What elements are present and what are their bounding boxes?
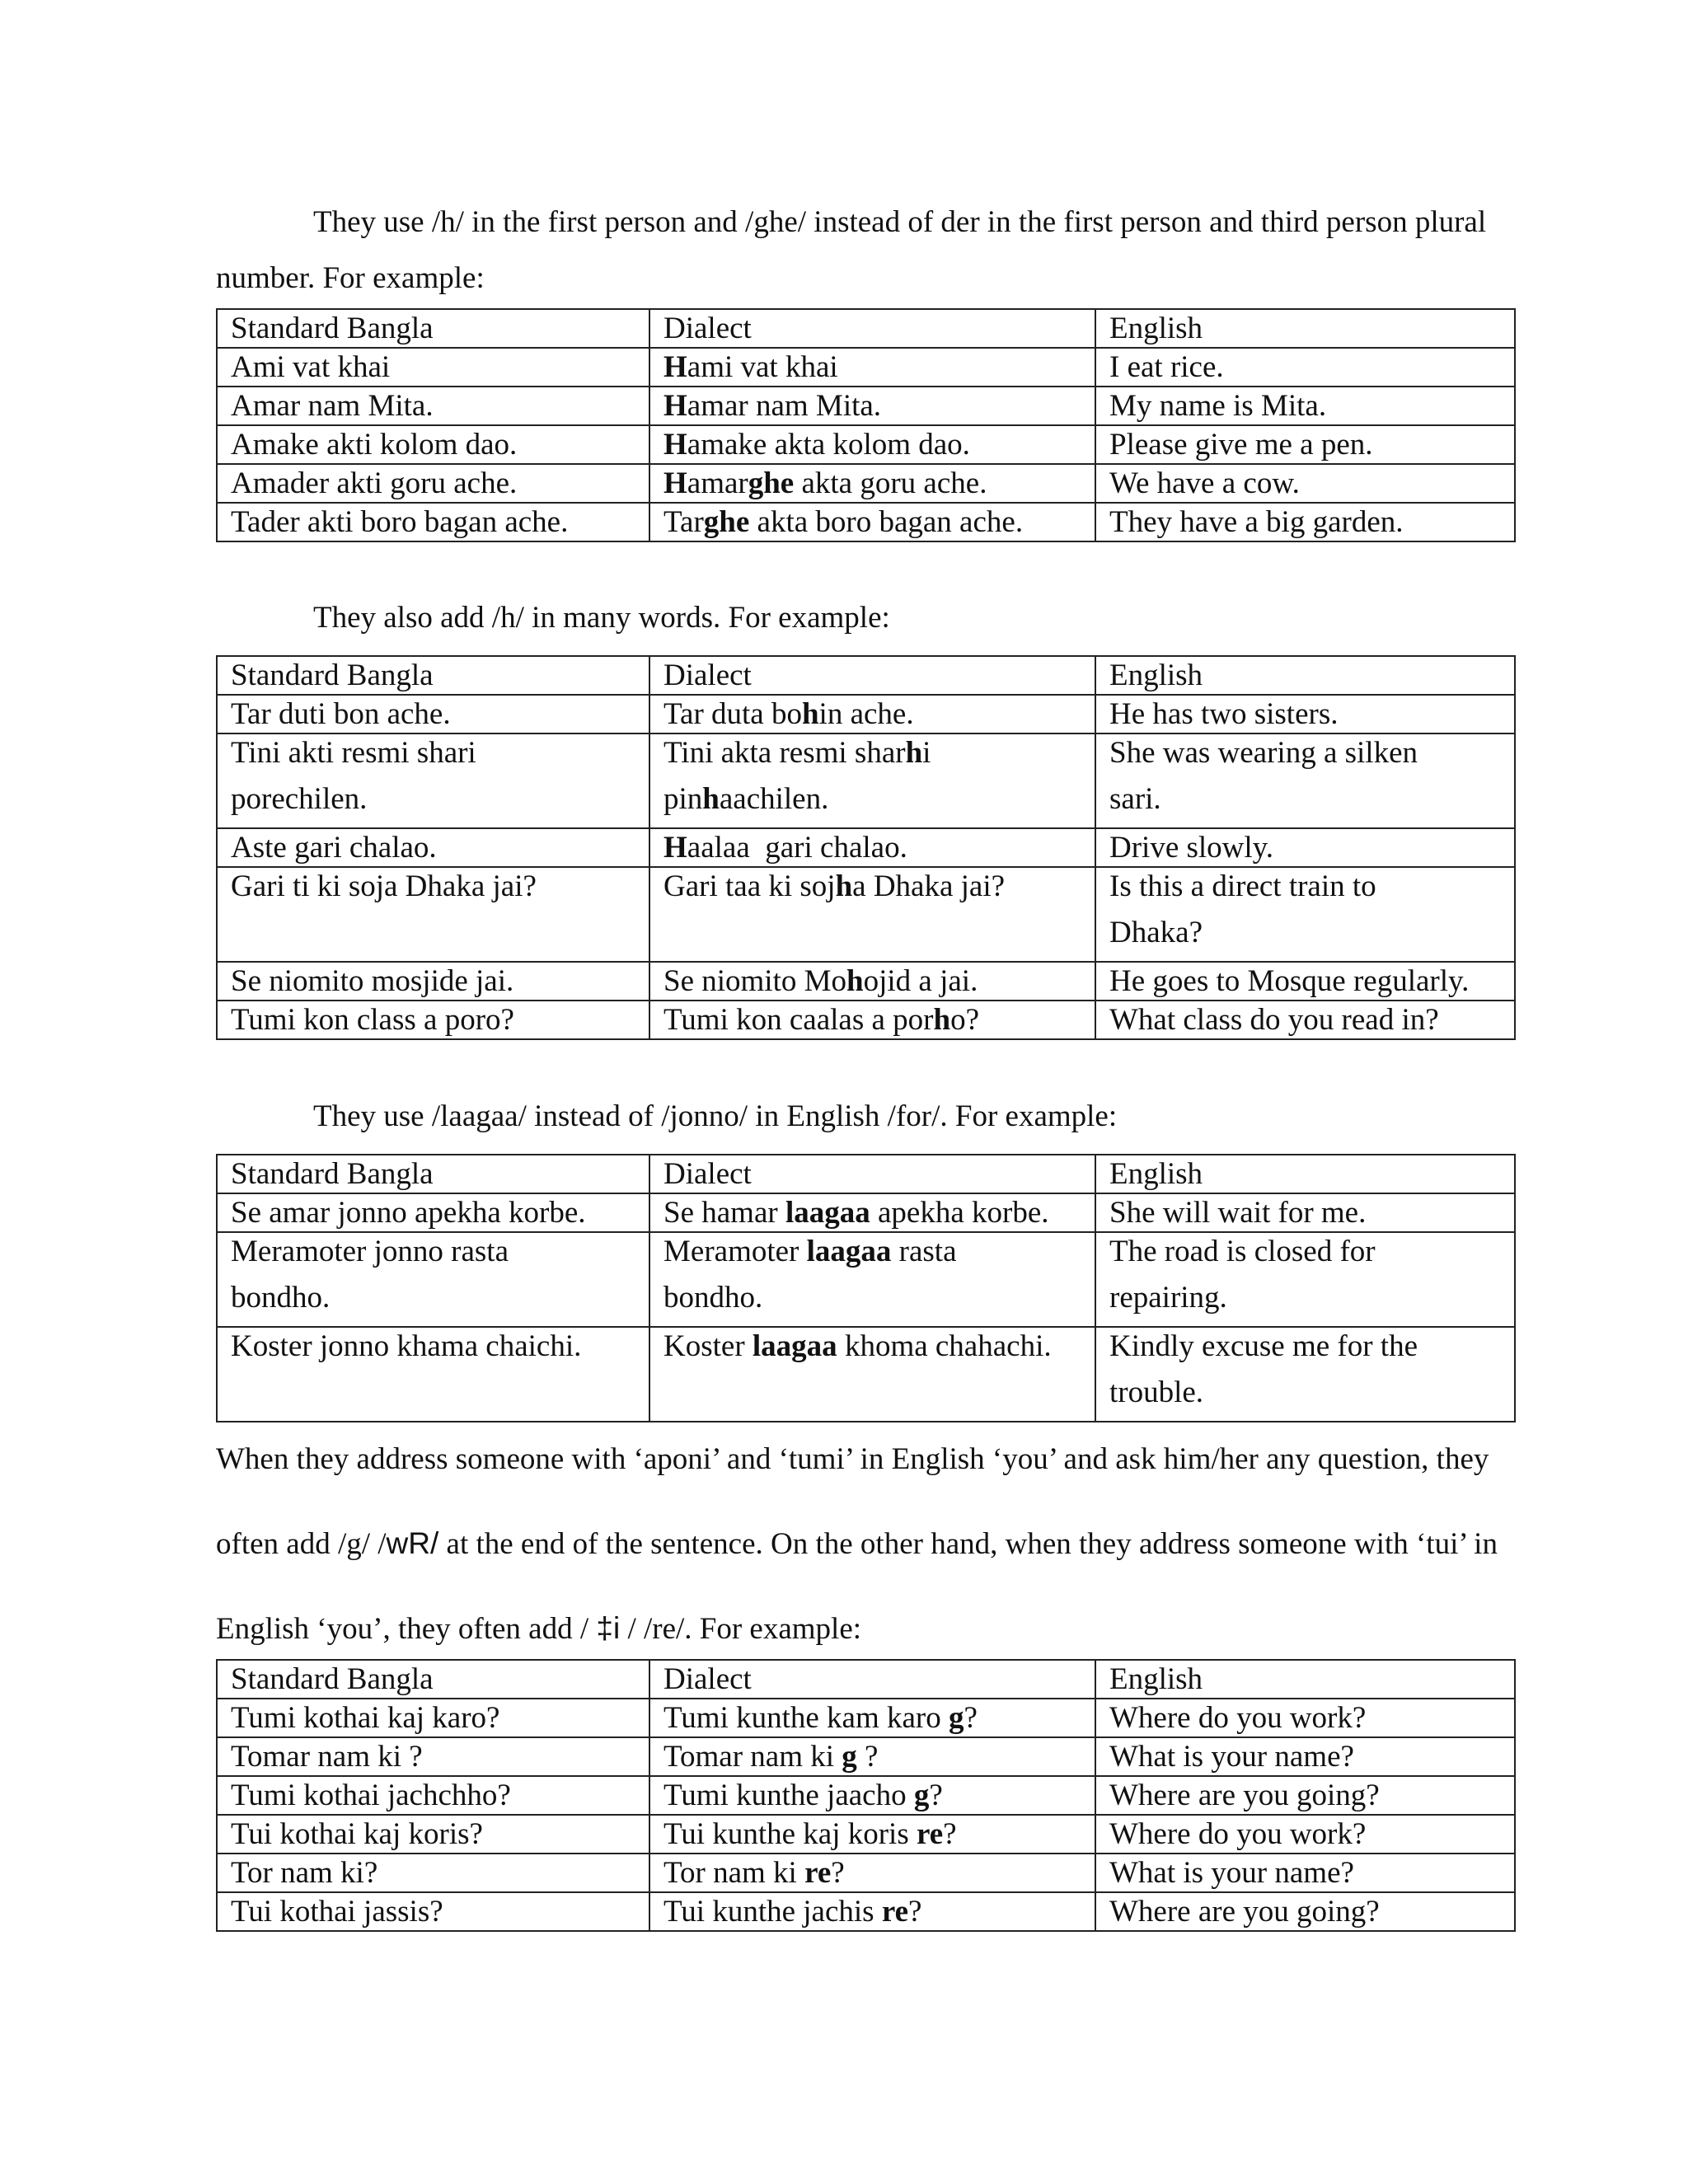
dialect-bold: laagaa: [806, 1235, 892, 1268]
header-standard-bangla: Standard Bangla: [217, 656, 649, 695]
cell-standard: Se amar jonno apekha korbe.: [217, 1193, 649, 1232]
dialect-text: Tar duta bo: [663, 697, 802, 731]
cell-dialect: [649, 1854, 1095, 1892]
cell-english: What class do you read in?: [1095, 1001, 1515, 1039]
cell-english: He goes to Mosque regularly.: [1095, 962, 1515, 1001]
cell-english: [1095, 1232, 1515, 1327]
cell-line: [663, 868, 1095, 905]
dialect-bold: h: [905, 736, 923, 770]
dialect-bold: H: [663, 831, 687, 865]
dialect-bold: h: [835, 869, 853, 903]
dialect-text: Tar: [663, 505, 704, 539]
cell-dialect: [649, 1699, 1095, 1737]
header-english: English: [1095, 1155, 1515, 1193]
header-english: English: [1095, 1660, 1515, 1699]
dialect-text: aachilen.: [719, 782, 829, 816]
header-dialect: Dialect: [649, 656, 1095, 695]
table-row: [217, 733, 1515, 828]
cell-dialect: [649, 464, 1095, 503]
dialect-bold: g: [842, 1740, 857, 1774]
dialect-text: ?: [831, 1856, 845, 1890]
header-dialect: Dialect: [649, 1660, 1095, 1699]
cell-standard: Aste gari chalao.: [217, 828, 649, 867]
dialect-text: ?: [856, 1740, 879, 1774]
cell-english: What is your name?: [1095, 1854, 1515, 1892]
dialect-bold: g: [913, 1779, 930, 1812]
cell-english: He has two sisters.: [1095, 695, 1515, 733]
cell-english: Please give me a pen.: [1095, 425, 1515, 464]
paragraph-symbol-text: wR/: [386, 1526, 439, 1560]
table-row: [217, 387, 1515, 425]
table-row: [217, 464, 1515, 503]
dialect-text: Tor nam ki: [663, 1856, 805, 1890]
cell-line: [663, 1328, 1095, 1365]
dialect-text: amar nam Mita.: [687, 389, 882, 423]
dialect-bold: re: [804, 1856, 832, 1890]
table-row: [217, 1737, 1515, 1776]
table-row: [217, 1193, 1515, 1232]
cell-dialect: [649, 1327, 1095, 1422]
dialect-text: amake akta kolom dao.: [687, 428, 970, 462]
dialect-bold: h: [933, 1003, 951, 1037]
cell-dialect: [649, 503, 1095, 541]
cell-dialect: [649, 867, 1095, 962]
table-row: [217, 1854, 1515, 1892]
dialect-text: Se niomito Mo: [663, 964, 847, 998]
cell-standard: Ami vat khai: [217, 348, 649, 387]
dialect-text: i: [922, 736, 931, 770]
paragraph-first-person-h: They use /h/ in the first person and /ghe/ instead of der in the first person and third person plural number. For example:: [216, 205, 1487, 295]
cell-dialect: [649, 695, 1095, 733]
paragraph-text: at the end of the sentence. On the other hand, when they address someone with ‘tui’ in English ‘you’, they often add /: [216, 1527, 1498, 1646]
dialect-text: amar: [687, 466, 748, 500]
table-first-person-examples: [216, 308, 1516, 542]
dialect-text: Tini akta resmi shar: [663, 736, 906, 770]
cell-line: The road is closed for: [1109, 1235, 1376, 1268]
cell-line: Tini akti resmi shari: [231, 736, 476, 770]
cell-standard: Tumi kothai jachchho?: [217, 1776, 649, 1815]
dialect-bold: h: [846, 964, 864, 998]
cell-english: My name is Mita.: [1095, 387, 1515, 425]
cell-english: Where are you going?: [1095, 1776, 1515, 1815]
cell-dialect: [649, 1815, 1095, 1854]
cell-dialect: [649, 387, 1095, 425]
dialect-bold: h: [702, 782, 720, 816]
cell-line: [663, 1233, 1095, 1270]
dialect-bold: re: [916, 1817, 944, 1851]
table-row: [217, 1815, 1515, 1854]
dialect-text: ?: [929, 1779, 943, 1812]
dialect-bold: ghe: [748, 466, 795, 500]
cell-english: What is your name?: [1095, 1737, 1515, 1776]
dialect-text: Tui kunthe jachis: [663, 1895, 882, 1929]
cell-english: [1095, 733, 1515, 828]
cell-standard: [217, 1327, 649, 1422]
dialect-bold: H: [663, 466, 687, 500]
cell-line: Dhaka?: [1109, 916, 1203, 949]
dialect-bold: h: [801, 697, 819, 731]
cell-standard: Se niomito mosjide jai.: [217, 962, 649, 1001]
dialect-text: Se hamar: [663, 1196, 785, 1230]
cell-standard: [217, 867, 649, 962]
dialect-text: a Dhaka jai?: [852, 869, 1006, 903]
cell-english: Where do you work?: [1095, 1815, 1515, 1854]
dialect-text: ?: [908, 1895, 922, 1929]
cell-line: bondho.: [663, 1281, 763, 1315]
cell-line: Koster jonno khama chaichi.: [231, 1329, 582, 1363]
cell-english: [1095, 1327, 1515, 1422]
cell-dialect: [649, 348, 1095, 387]
cell-standard: Tader akti boro bagan ache.: [217, 503, 649, 541]
cell-dialect: [649, 1892, 1095, 1931]
table-row: [217, 1001, 1515, 1039]
cell-dialect: [649, 1737, 1095, 1776]
cell-line: Is this a direct train to: [1109, 869, 1376, 903]
dialect-text: rasta: [891, 1235, 957, 1268]
cell-english: I eat rice.: [1095, 348, 1515, 387]
cell-dialect: [649, 1232, 1095, 1327]
paragraph-text: / /re/. For example:: [620, 1612, 862, 1646]
table-header-row: [217, 309, 1515, 348]
table-add-h-examples: [216, 655, 1516, 1040]
cell-line: Gari ti ki soja Dhaka jai?: [231, 869, 537, 903]
table-row: [217, 828, 1515, 867]
table-row: [217, 962, 1515, 1001]
cell-standard: Amar nam Mita.: [217, 387, 649, 425]
dialect-text: Gari taa ki soj: [663, 869, 836, 903]
cell-line: sari.: [1109, 782, 1161, 816]
dialect-bold: H: [663, 350, 687, 384]
cell-dialect: [649, 962, 1095, 1001]
dialect-text: o?: [950, 1003, 979, 1037]
dialect-text: akta goru ache.: [794, 466, 987, 500]
table-header-row: [217, 1155, 1515, 1193]
paragraph-address-forms: [216, 1418, 1518, 1671]
cell-english: Where are you going?: [1095, 1892, 1515, 1931]
paragraph-laagaa: They use /laagaa/ instead of /jonno/ in English /for/. For example:: [313, 1099, 1118, 1133]
table-laagaa-examples: [216, 1154, 1516, 1422]
table-row: [217, 1776, 1515, 1815]
dialect-text: Koster: [663, 1329, 753, 1363]
table-row: [217, 1892, 1515, 1931]
paragraph-text: When they address someone with ‘aponi’ and ‘tumi’ in English ‘you’ and ask him/her any question, they often add /g/ /: [216, 1442, 1489, 1561]
table-header-row: [217, 656, 1515, 695]
cell-line: bondho.: [231, 1281, 331, 1315]
dialect-text: ojid a jai.: [863, 964, 978, 998]
cell-line: She was wearing a silken: [1109, 736, 1418, 770]
cell-line: Meramoter jonno rasta: [231, 1235, 509, 1268]
cell-standard: Tumi kon class a poro?: [217, 1001, 649, 1039]
table-row: [217, 1232, 1515, 1327]
cell-english: Where do you work?: [1095, 1699, 1515, 1737]
cell-standard: Amader akti goru ache.: [217, 464, 649, 503]
dialect-text: khoma chahachi.: [837, 1329, 1052, 1363]
table-row: [217, 348, 1515, 387]
table-row: [217, 695, 1515, 733]
header-english: English: [1095, 309, 1515, 348]
table-header-row: [217, 1660, 1515, 1699]
header-standard-bangla: Standard Bangla: [217, 1660, 649, 1699]
dialect-bold: g: [949, 1701, 964, 1735]
dialect-text: Tumi kon caalas a por: [663, 1003, 934, 1037]
cell-line: [663, 771, 1095, 827]
table-row: [217, 1699, 1515, 1737]
dialect-bold: H: [663, 428, 687, 462]
cell-line: Kindly excuse me for the: [1109, 1329, 1418, 1363]
cell-dialect: [649, 1776, 1095, 1815]
table-address-examples: [216, 1659, 1516, 1932]
dialect-text: pin: [663, 782, 703, 816]
cell-english: They have a big garden.: [1095, 503, 1515, 541]
cell-dialect: [649, 828, 1095, 867]
cell-standard: [217, 1232, 649, 1327]
dialect-text: Tumi kunthe jaacho: [663, 1779, 914, 1812]
cell-standard: Tumi kothai kaj karo?: [217, 1699, 649, 1737]
dialect-bold: laagaa: [785, 1196, 870, 1230]
dialect-text: akta boro bagan ache.: [749, 505, 1024, 539]
table-row: [217, 503, 1515, 541]
cell-line: trouble.: [1109, 1376, 1204, 1409]
cell-standard: Tomar nam ki ?: [217, 1737, 649, 1776]
dialect-bold: re: [881, 1895, 909, 1929]
dialect-text: Meramoter: [663, 1235, 807, 1268]
dialect-text: ami vat khai: [687, 350, 838, 384]
paragraph-symbol-text: ‡i: [596, 1611, 621, 1645]
cell-dialect: [649, 733, 1095, 828]
cell-line: porechilen.: [231, 782, 368, 816]
dialect-text: Tui kunthe kaj koris: [663, 1817, 917, 1851]
dialect-bold: ghe: [703, 505, 750, 539]
table-row: [217, 1327, 1515, 1422]
cell-line: repairing.: [1109, 1281, 1227, 1315]
cell-dialect: [649, 1001, 1095, 1039]
cell-standard: Tar duti bon ache.: [217, 695, 649, 733]
dialect-text: Tomar nam ki: [663, 1740, 842, 1774]
header-dialect: Dialect: [649, 309, 1095, 348]
header-dialect: Dialect: [649, 1155, 1095, 1193]
table-row: [217, 867, 1515, 962]
dialect-text: ?: [943, 1817, 957, 1851]
cell-line: [663, 734, 1095, 771]
dialect-bold: H: [663, 389, 687, 423]
dialect-text: ?: [964, 1701, 978, 1735]
dialect-text: Tumi kunthe kam karo: [663, 1701, 950, 1735]
dialect-text: aalaa gari chalao.: [687, 831, 907, 865]
dialect-bold: laagaa: [752, 1329, 837, 1363]
paragraph-add-h: They also add /h/ in many words. For example:: [313, 601, 890, 635]
cell-dialect: [649, 1193, 1095, 1232]
header-standard-bangla: Standard Bangla: [217, 1155, 649, 1193]
cell-standard: Tui kothai jassis?: [217, 1892, 649, 1931]
cell-standard: Amake akti kolom dao.: [217, 425, 649, 464]
cell-dialect: [649, 425, 1095, 464]
dialect-text: in ache.: [818, 697, 914, 731]
cell-english: We have a cow.: [1095, 464, 1515, 503]
header-english: English: [1095, 656, 1515, 695]
dialect-text: apekha korbe.: [870, 1196, 1049, 1230]
cell-english: She will wait for me.: [1095, 1193, 1515, 1232]
cell-standard: Tor nam ki?: [217, 1854, 649, 1892]
header-standard-bangla: Standard Bangla: [217, 309, 649, 348]
cell-english: Drive slowly.: [1095, 828, 1515, 867]
cell-standard: Tui kothai kaj koris?: [217, 1815, 649, 1854]
cell-english: [1095, 867, 1515, 962]
cell-standard: [217, 733, 649, 828]
table-row: [217, 425, 1515, 464]
